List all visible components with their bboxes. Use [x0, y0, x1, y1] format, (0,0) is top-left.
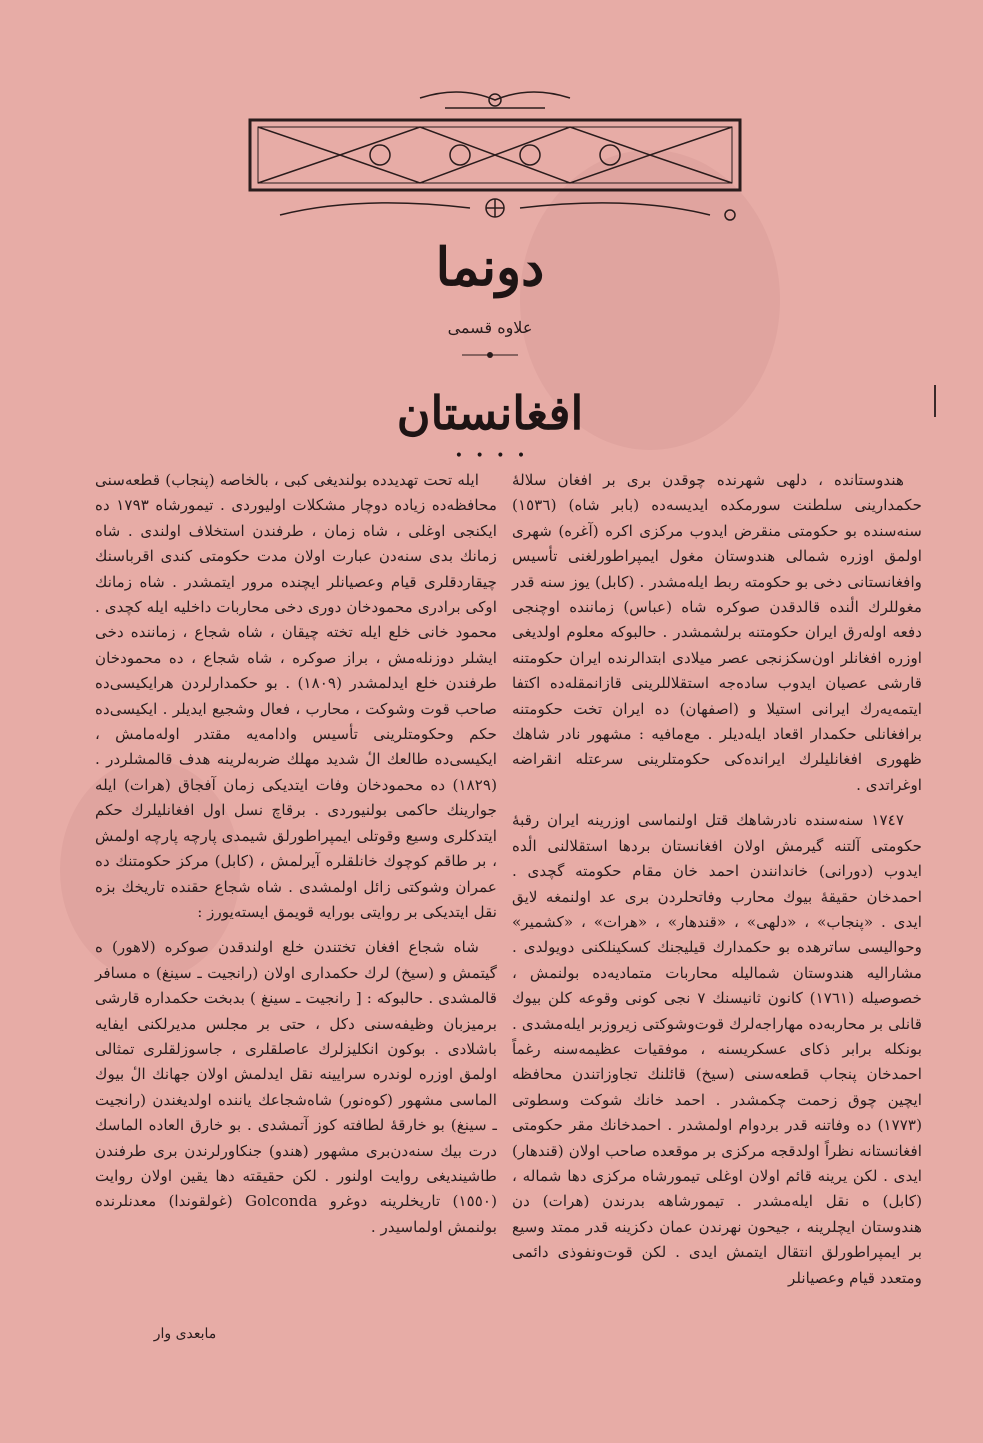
article-column-left	[95, 468, 497, 1250]
continued-note: مابعدی وار	[153, 1326, 217, 1342]
decorative-header-ornament	[240, 80, 750, 230]
paragraph: ایله تحت تهدیدده بولندیغی کبی ، بالخاصه (پنجاب) قطعه‌سنی محافظه‌ده زیاده دوچار مشکلات اولیوردی . تیمورشاه ١٧٩٣ ده ایکنجی اوغلی ، شاه زمان ، طرفندن استخلاف اولندی . شاه زمانك بدی سنه‌دن عبارت اولان مدت حکومتی کندی اقرباسنك چیقاردقلری قیام وعصیانلر ایچنده مرور ایتمشدر . شاه زمانك اوکی برادری محمودخان دوری دخی محاربات داخلیه ایله کچدی . محمود خانی خلع ایله تخته چیقان ، شاه شجاع ، زماننده دخی ایشلر دوزنله‌مش ، براز صوکره ، شاه شجاع ، ده محمودخان طرفندن خلع ایدلمشدر (١٨٠٩) . بو حکمدارلردن هرایکیسی‌ده صاحب قوت وشوکت ، محارب ، فعال وشجیع ایدیلر . ایکیسی‌ده حکم وحکومتلرینی تأسیس وادامه‌یه مقتدر اوله‌مامش ، ایکیسی‌ده طالعك الٔ شدید مهلك ضربه‌لرینه هدف قالمشلردر . (١٨٢٩) ده محمودخان وفات ایتدیکی زمان آفجاق (هرات) ایله جوارینك حاکمی بولنیوردی . برقاچ نسل اول افغانلیلرك حکم ایتدکلری وسیع وقوتلی ایمپراطورلق شیمدی پارچه پارچه اولمش ، بر طاقم کوچوك خانلقلره آیرلمش ، (کابل) مرکز حکومتنك ده عمران وشوکتی زائل اولمشدی . شاه شجاع حقنده تاریخك بزه نقل ایتدیکی بر روایتی بورایه قویمق ایسته‌یورز :	[95, 471, 497, 921]
divider-ornament	[460, 350, 520, 360]
margin-mark	[934, 385, 936, 417]
headline-dots: • • • •	[454, 448, 530, 464]
paragraph: هندوستانده ، دلهی شهرنده چوقدن بری بر افغان سلالۀ حکمدارینی سلطنت سورمکده ایدیسه‌ده (بابر شاه) (١٥٣٦) سنه‌سنده بو حکومتی منقرض ایدوب مرکزی اکره (آغره) شهری اولمق اوزره شمالی هندوستان مغول ایمپراطورلغنی تأسیس وافغانستانی دخی بو حکومته ربط ایله‌مشدر . (کابل) یوز سنه قدر مغوللرك الٔنده قالدقدن صوکره شاه (عباس) زماننده اوچنجی دفعه اوله‌رق ایران حکومتنه برلشمشدر . حالبوکه معلوم اولدیغی اوزره افغانلر اون‌سکزنجی عصر میلادی ابتدالرنده ایران حکومتنه قارشی عصیان ایدوب ساده‌جه استقلاللرینی قازانمقله‌ده اکتفا ایتمه‌یه‌رك ایرانی استیلا و (اصفهان) ده ایران تخت حکومتنه برافغانلی حکمدار اقعاد ایله‌دیلر . مع‌مافیه : مشهور نادر شاهك ظهوری افغانلیلرك ایرانده‌کی حکومتلرینی سرعتله انقراضه اوغراتدی .	[512, 471, 922, 794]
article-headline: افغانستان	[396, 386, 584, 440]
masthead-title: دونما	[435, 237, 545, 298]
paragraph: ١٧٤٧ سنه‌سنده نادرشاهك قتل اولنماسی اوزرینه ایران رقبۀ حکومتی آلتنه گیرمش اولان افغانستان بردها استقلالنی الٔده ایدوب (دورانی) خاندانندن احمد خان مقام حکومته گچدی . احمدخان حقیقۀ بیوك محارب وفاتحلردن بری عد اولنمغه لایق ایدی . «پنجاب» ، «دلهی» ، «قندهار» ، «هرات» ، «کشمیر» وحوالیسی ساترهده بو حکمدارك قیلیجنك کسکینلکنی دویولدی . مشارالیه هندوستان شمالیله محاربات متمادیه‌ده بولنمش ، خصوصیله (١٧٦١) کانون ثانیسنك ٧ نجی کونی وقوعه کلن بیوك قانلی بر محاربه‌ده مهاراجه‌لرك قوت‌وشوکتی زیروزبر ایله‌مشدی . بونکله برابر ذکای عسکریسنه ، موفقیات عظیمه‌سنه رغماً احمدخان پنجاب قطعه‌سنی (سیخ) قائلنك تجاوزاتندن محافظه ایچین چوق زحمت چکمشدر . احمد خانك شوکت وسطوتی (١٧٧٣) ده وفاتنه قدر بردوام اولمشدر . احمدخانك مقر حکومتی افغانستانه نظراً اولدقجه مرکزی بر موقعده صاحب اولان (قندهار) ایدی . لکن یرینه قائم اولان اوغلی تیمورشاه مرکزی دها شماله ، (کابل) ه نقل ایله‌مشدر . تیمورشاهه بدرندن (هرات) دن هندوستان ایچلرینه ، جیحون نهرندن عمان دکزینه قدر ممتد وسیع بر ایمپراطورلق انتقال ایتمش ایدی . لکن قوت‌ونفوذی دائمی ومتعدد قیام وعصیانلر	[512, 811, 922, 1287]
paragraph: شاه شجاع افغان تختندن خلع اولندقدن صوکره (لاهور) ه گیتمش و (سیخ) لرك حکمداری اولان (رانجیت ـ سینغ) ه مسافر قالمشدی . حالبوکه : [ رانجیت ـ سینغ ) بدبخت حکمداره قارشی برمیزبان وظیفه‌سنی دکل ، حتی بر مجلس مدیرلکنی ایفایه باشلادی . بوکون انکلیزلرك عاصلقلری ، جاسوزلقلری تمثالی اولمق اوزره لوندره سرایینه نقل ایدلمش اولان جهانك الٔ بیوك الماسی مشهور (کوه‌نور) شاه‌شجاعك یاننده اولدیغندن (رانجیت ـ سینغ) بو خارقۀ لطافته کوز آتمشدی . بو خارق العاده الماسك درت بیك سنه‌دن‌بری مشهور (هندو) جنکاورلرندن بری طرفندن طاشیندیغی روایت اولنور . لکن حقیقته دها یقین اولان روایت (١٥٥٠) تاریخلرینه دوغرو Golconda (غولقوندا) معدنلرنده بولنمش اولماسیدر .	[95, 938, 498, 1236]
section-label: علاوه قسمی	[447, 318, 533, 337]
article-column-right	[512, 468, 922, 1301]
